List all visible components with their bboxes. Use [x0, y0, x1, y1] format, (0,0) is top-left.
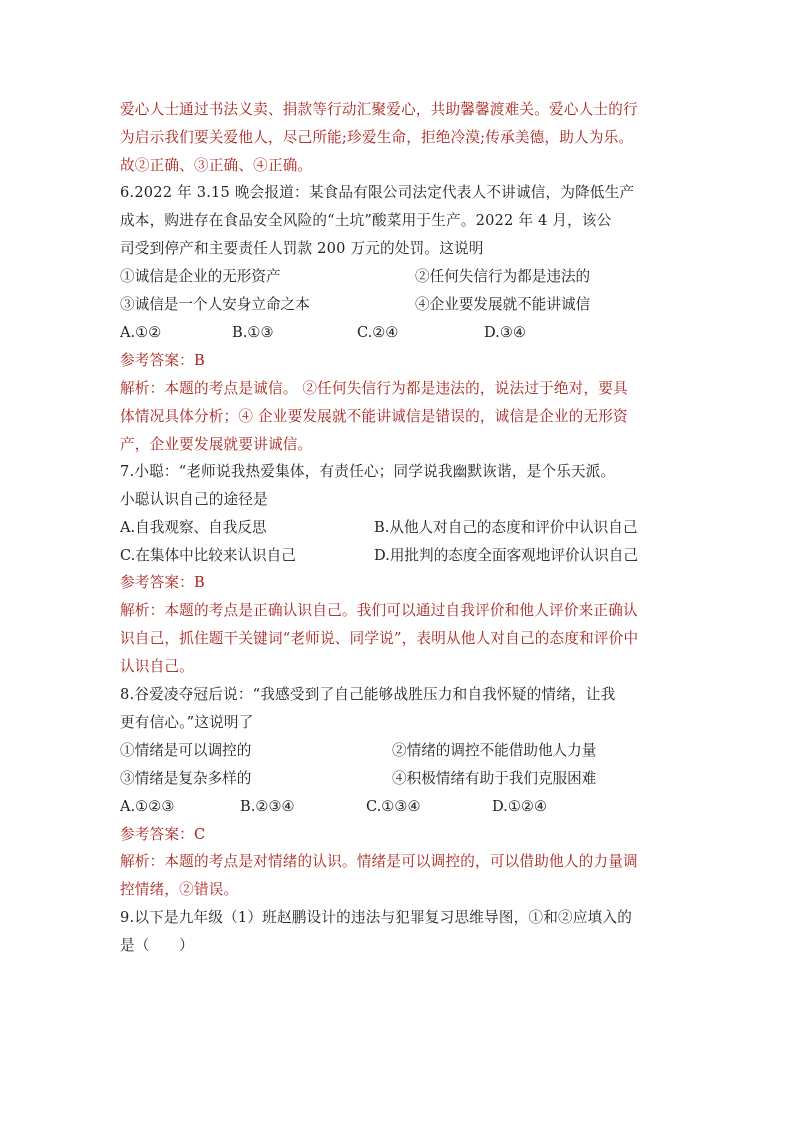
q6-statement-2: ②任何失信行为都是违法的	[415, 268, 591, 285]
q8-stem-line-2: 更有信心。”这说明了	[120, 714, 254, 731]
q7-answer: 参考答案：B	[120, 574, 205, 591]
q8-statement-1: ①情绪是可以调控的	[120, 742, 252, 759]
intro-line-1: 爱心人士通过书法义卖、捐款等行动汇聚爱心，共助馨馨渡难关。爱心人士的行	[120, 101, 638, 118]
q9-stem-line-1: 9.以下是九年级（1）班赵鹏设计的违法与犯罪复习思维导图，①和②应填入的	[120, 909, 633, 926]
q6-option-c: C.②④	[357, 324, 399, 341]
q8-option-d: D.①②④	[492, 798, 548, 815]
intro-line-2: 为启示我们要关爱他人，尽己所能;珍爱生命，拒绝冷漠;传承美德，助人为乐。	[120, 129, 634, 146]
q7-option-a: A.自我观察、自我反思	[120, 519, 267, 536]
q6-answer: 参考答案：B	[120, 352, 205, 369]
q9-stem-line-2: 是（ ）	[120, 937, 194, 954]
q8-option-c: C.①③④	[366, 798, 421, 815]
q7-stem-line-1: 7.小聪：“老师说我热爱集体，有责任心；同学说我幽默诙谐，是个乐天派。	[120, 463, 616, 480]
q7-explanation-line-3: 认识自己。	[120, 658, 194, 675]
q6-stem-line-3: 司受到停产和主要责任人罚款 200 万元的处罚。这说明	[120, 240, 484, 257]
q6-statement-3: ③诚信是一个人安身立命之本	[120, 296, 310, 313]
q7-option-d: D.用批判的态度全面客观地评价认识自己	[374, 547, 638, 564]
q8-stem-line-1: 8.谷爱凌夺冠后说：“我感受到了自己能够战胜压力和自我怀疑的情绪，让我	[120, 686, 616, 703]
q7-stem-line-2: 小聪认识自己的途径是	[120, 491, 268, 508]
q7-option-c: C.在集体中比较来认识自己	[120, 547, 296, 564]
intro-line-3: 故②正确、③正确、④正确。	[120, 157, 313, 174]
q8-option-a: A.①②③	[120, 798, 175, 815]
q8-option-b: B.②③④	[240, 798, 295, 815]
q6-stem-line-2: 成本，购进存在食品安全风险的“土坑”酸菜用于生产。2022 年 4 月，该公	[120, 212, 612, 229]
q8-statement-2: ②情绪的调控不能借助他人力量	[392, 742, 597, 759]
q6-statement-1: ①诚信是企业的无形资产	[120, 268, 281, 285]
q6-statement-4: ④企业要发展就不能讲诚信	[415, 296, 591, 313]
q6-option-a: A.①②	[120, 324, 162, 341]
q8-explanation-line-2: 控情绪，②错误。	[120, 881, 239, 898]
q6-explanation-line-3: 产，企业要发展就要讲诚信。	[120, 436, 313, 453]
q6-explanation-line-2: 体情况具体分析；④ 企业要发展就不能讲诚信是错误的，诚信是企业的无形资	[120, 408, 628, 425]
q8-explanation-line-1: 解析：本题的考点是对情绪的认识。情绪是可以调控的，可以借助他人的力量调	[120, 853, 638, 870]
q8-answer: 参考答案：C	[120, 826, 206, 843]
q6-explanation-line-1: 解析：本题的考点是诚信。 ②任何失信行为都是违法的，说法过于绝对，要具	[120, 380, 628, 397]
q6-option-b: B.①③	[232, 324, 274, 341]
q8-statement-3: ③情绪是复杂多样的	[120, 770, 252, 787]
q8-statement-4: ④积极情绪有助于我们克服困难	[392, 770, 597, 787]
q6-stem-line-1: 6.2022 年 3.15 晚会报道：某食品有限公司法定代表人不讲诚信，为降低生产	[120, 184, 635, 201]
q7-option-b: B.从他人对自己的态度和评价中认识自己	[374, 519, 638, 536]
q7-explanation-line-2: 识自己，抓住题干关键词“老师说、同学说”，表明从他人对自己的态度和评价中	[120, 630, 639, 647]
q6-option-d: D.③④	[484, 324, 526, 341]
q7-explanation-line-1: 解析：本题的考点是正确认识自己。我们可以通过自我评价和他人评价来正确认	[120, 602, 638, 619]
